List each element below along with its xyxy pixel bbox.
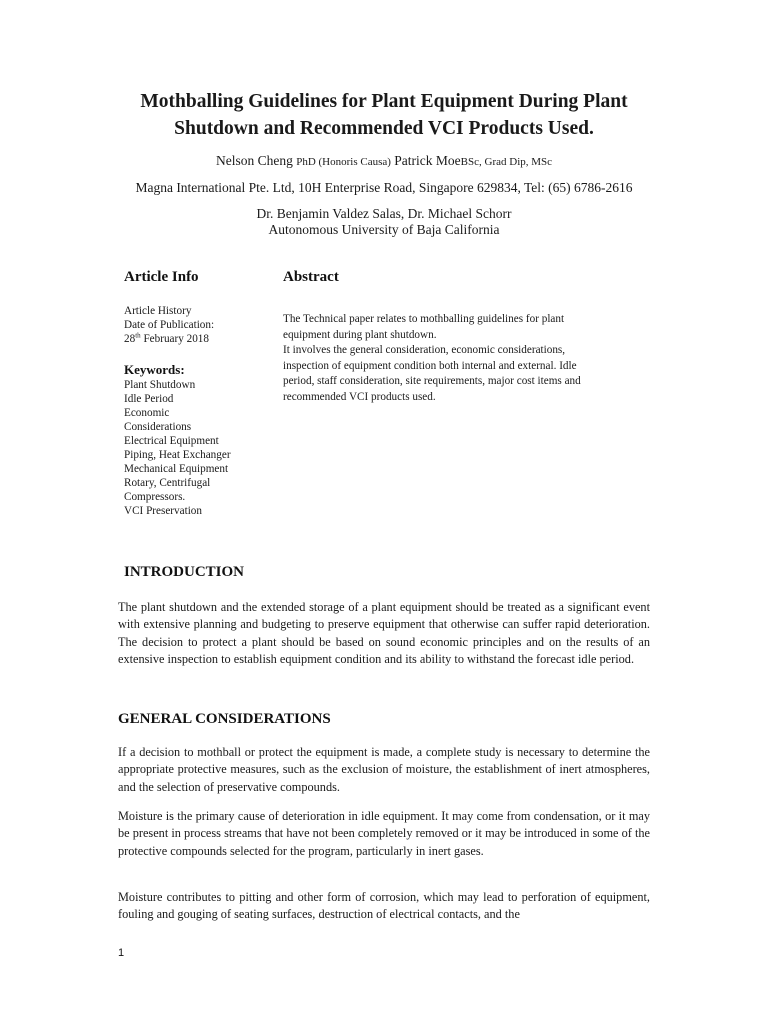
date-day: 28 [124, 333, 136, 345]
keyword-item: Mechanical Equipment [124, 463, 229, 475]
introduction-heading: INTRODUCTION [124, 564, 245, 580]
author-name-1: Nelson Cheng [215, 153, 293, 168]
history-label: Article History [124, 305, 192, 317]
abstract-line: inspection of equipment condition both internal and external. Idle [283, 359, 577, 372]
abstract-heading: Abstract [283, 269, 339, 285]
publication-date [124, 332, 214, 346]
keyword-item: Rotary, Centrifugal [124, 477, 211, 489]
authors-line-2: Dr. Benjamin Valdez Salas, Dr. Michael Schorr [256, 206, 512, 221]
author-credentials-2: BSc, Grad Dip, MSc [460, 156, 553, 168]
abstract-line: equipment during plant shutdown. [283, 328, 437, 341]
article-history [124, 304, 214, 346]
introduction-paragraph: The plant shutdown and the extended storage of a plant equipment should be treated as a significant event with extensive planning and budgeting to preserve equipment that otherwise can suffer rapid deterioration. The decision to protect a plant should be based on sound economic principles and on the results of an extensive inspection to establish equipment condition and its ability to withstand the forecast idle period. [118, 600, 650, 667]
keywords-list [124, 378, 231, 518]
keyword-item: Idle Period [124, 393, 174, 405]
abstract-line: The Technical paper relates to mothballing guidelines for plant [283, 313, 565, 325]
abstract-line: period, staff consideration, site requirements, major cost items and [283, 375, 581, 387]
keywords-heading: Keywords: [124, 362, 185, 377]
abstract-line: It involves the general consideration, economic considerations, [283, 344, 566, 356]
abstract-line: recommended VCI products used. [283, 390, 436, 403]
keyword-item: Economic [124, 407, 170, 419]
page-number: 1 [118, 947, 125, 959]
general-paragraph-1: If a decision to mothball or protect the equipment is made, a complete study is necessary to determine the appropriate protective measures, such as the exclusion of moisture, the establishment of inert atmospheres, and the selection of preservative compounds. [118, 745, 650, 794]
title-line-1: Mothballing Guidelines for Plant Equipment During Plant [140, 91, 628, 112]
abstract-body [283, 312, 628, 405]
title-line-2: Shutdown and Recommended VCI Products Used. [174, 118, 594, 139]
keyword-item: Compressors. [124, 491, 186, 503]
keyword-item: Piping, Heat Exchanger [124, 449, 231, 461]
keyword-item: Plant Shutdown [124, 379, 196, 391]
publication-date-label: Date of Publication: [124, 319, 215, 331]
keyword-item: Electrical Equipment [124, 435, 219, 447]
general-paragraph-2: Moisture is the primary cause of deterioration in idle equipment. It may come from condensation, or it may be present in process streams that have not been completely removed or it may be introduced in some of the protective compounds selected for the program, particularly in inert gases. [118, 809, 650, 858]
keyword-item: Considerations [124, 421, 192, 433]
date-suffix: th [135, 331, 141, 340]
author-name-2: Patrick Moe [394, 153, 461, 168]
university: Autonomous University of Baja California [268, 222, 500, 237]
general-paragraph-3: Moisture contributes to pitting and other form of corrosion, which may lead to perforation of equipment, fouling and gouging of seating surfaces, destruction of electrical contacts, and the [118, 890, 650, 922]
author-credentials-1: PhD (Honoris Causa) [296, 156, 391, 168]
general-considerations-heading: GENERAL CONSIDERATIONS [118, 711, 331, 727]
article-info-heading: Article Info [124, 269, 199, 285]
paper-title [96, 88, 672, 142]
date-month-year: February 2018 [140, 333, 209, 345]
affiliation: Magna International Pte. Ltd, 10H Enterprise Road, Singapore 629834, Tel: (65) 6786-2616 [135, 180, 633, 195]
keyword-item: VCI Preservation [124, 505, 202, 517]
authors-line [90, 152, 678, 171]
